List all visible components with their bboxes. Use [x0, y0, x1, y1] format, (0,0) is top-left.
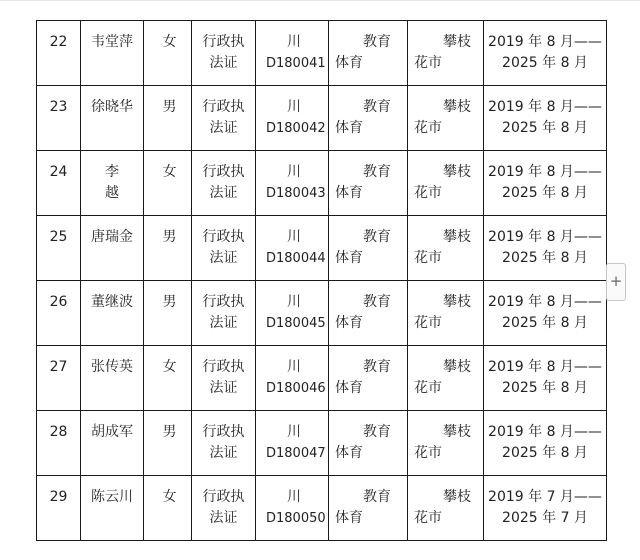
cert-type-line2: 法证: [209, 445, 238, 461]
unit-line2: 体育: [335, 445, 363, 461]
cert-type-cell: [192, 21, 256, 86]
cert-number-cell: [256, 281, 329, 346]
name-cell: [81, 281, 144, 346]
cert-prefix: 川: [287, 294, 301, 310]
table-row: [37, 476, 607, 541]
cert-type-line2: 法证: [209, 55, 238, 71]
index-cell: [37, 216, 81, 281]
area-line2: 花市: [414, 510, 442, 526]
area-cell: [408, 151, 484, 216]
person-name: 韦堂萍: [91, 34, 133, 50]
cert-prefix: 川: [287, 164, 301, 180]
validity-end: 2025 年 8 月: [502, 55, 588, 71]
name-cell: [81, 346, 144, 411]
unit-line1: 教育: [363, 229, 391, 245]
index-cell: [37, 476, 81, 541]
unit-cell: [329, 151, 408, 216]
table-row: [37, 346, 607, 411]
gender: 女: [162, 489, 177, 505]
row-number: 23: [49, 99, 68, 115]
person-name: 唐瑞金: [91, 229, 133, 245]
unit-cell: [329, 21, 408, 86]
index-cell: [37, 346, 81, 411]
area-line2: 花市: [414, 380, 442, 396]
validity-cell: [484, 86, 607, 151]
cert-type-cell: [192, 281, 256, 346]
cert-type-line1: 行政执: [202, 359, 245, 375]
index-cell: [37, 151, 81, 216]
area-cell: [408, 281, 484, 346]
add-row-button[interactable]: [606, 263, 626, 301]
validity-cell: [484, 411, 607, 476]
unit-line2: 体育: [335, 510, 363, 526]
unit-cell: [329, 411, 408, 476]
cert-number: D180044: [266, 251, 326, 266]
cert-prefix: 川: [287, 229, 301, 245]
area-cell: [408, 21, 484, 86]
cert-type-line1: 行政执: [202, 229, 245, 245]
cert-type-line2: 法证: [209, 315, 238, 331]
unit-line2: 体育: [335, 120, 363, 136]
validity-start: 2019 年 8 月——: [488, 99, 602, 115]
validity-start: 2019 年 8 月——: [488, 34, 602, 50]
unit-cell: [329, 86, 408, 151]
row-number: 24: [49, 164, 68, 180]
name-cell: [81, 216, 144, 281]
cert-type-cell: [192, 346, 256, 411]
area-line2: 花市: [414, 120, 442, 136]
unit-line1: 教育: [363, 359, 391, 375]
cert-type-line1: 行政执: [202, 294, 245, 310]
unit-line2: 体育: [335, 380, 363, 396]
cert-number-cell: [256, 216, 329, 281]
name-cell: [81, 411, 144, 476]
certificate-table: [36, 20, 607, 541]
index-cell: [37, 21, 81, 86]
unit-line1: 教育: [363, 164, 391, 180]
cert-type-line2: 法证: [209, 185, 238, 201]
unit-line2: 体育: [335, 55, 363, 71]
row-number: 28: [49, 424, 68, 440]
cert-type-cell: [192, 216, 256, 281]
cert-number-cell: [256, 86, 329, 151]
cert-number-cell: [256, 21, 329, 86]
gender: 女: [162, 359, 177, 375]
cert-number: D180046: [266, 381, 326, 396]
unit-cell: [329, 281, 408, 346]
validity-cell: [484, 216, 607, 281]
cert-type-cell: [192, 151, 256, 216]
name-cell: [81, 86, 144, 151]
validity-end: 2025 年 8 月: [502, 185, 588, 201]
cert-number-cell: [256, 151, 329, 216]
validity-start: 2019 年 8 月——: [488, 424, 602, 440]
index-cell: [37, 281, 81, 346]
unit-line1: 教育: [363, 294, 391, 310]
person-name: 陈云川: [91, 489, 133, 505]
gender-cell: [144, 281, 192, 346]
table-row: [37, 21, 607, 86]
gender-cell: [144, 216, 192, 281]
area-line2: 花市: [414, 185, 442, 201]
area-line1: 攀枝: [443, 424, 471, 440]
unit-line1: 教育: [363, 34, 391, 50]
gender: 男: [162, 294, 177, 310]
cert-prefix: 川: [287, 99, 301, 115]
validity-cell: [484, 281, 607, 346]
unit-line1: 教育: [363, 424, 391, 440]
validity-end: 2025 年 8 月: [502, 250, 588, 266]
validity-start: 2019 年 8 月——: [488, 164, 602, 180]
gender: 男: [162, 99, 177, 115]
cert-number: D180045: [266, 316, 326, 331]
cert-type-line1: 行政执: [202, 489, 245, 505]
name-cell: [81, 21, 144, 86]
validity-cell: [484, 346, 607, 411]
area-line1: 攀枝: [443, 359, 471, 375]
unit-line2: 体育: [335, 185, 363, 201]
cert-type-cell: [192, 476, 256, 541]
cert-type-line2: 法证: [209, 250, 238, 266]
index-cell: [37, 86, 81, 151]
plus-icon: +: [609, 272, 623, 290]
validity-end: 2025 年 8 月: [502, 315, 588, 331]
page-top-border: [0, 0, 640, 1]
cert-number-cell: [256, 476, 329, 541]
unit-line1: 教育: [363, 99, 391, 115]
validity-start: 2019 年 8 月——: [488, 359, 602, 375]
area-line2: 花市: [414, 55, 442, 71]
table-row: [37, 411, 607, 476]
validity-cell: [484, 21, 607, 86]
name-cell: [81, 151, 144, 216]
unit-cell: [329, 216, 408, 281]
table-row: [37, 281, 607, 346]
gender: 女: [162, 164, 177, 180]
area-line1: 攀枝: [443, 99, 471, 115]
name-cell: [81, 476, 144, 541]
table-row: [37, 86, 607, 151]
area-line2: 花市: [414, 445, 442, 461]
validity-end: 2025 年 8 月: [502, 445, 588, 461]
unit-line2: 体育: [335, 315, 363, 331]
person-name: 胡成军: [91, 424, 133, 440]
row-number: 25: [49, 229, 68, 245]
gender-cell: [144, 411, 192, 476]
person-name: 徐晓华: [91, 99, 133, 115]
index-cell: [37, 411, 81, 476]
area-line1: 攀枝: [443, 34, 471, 50]
area-line2: 花市: [414, 315, 442, 331]
validity-start: 2019 年 8 月——: [488, 229, 602, 245]
table-row: [37, 151, 607, 216]
area-cell: [408, 216, 484, 281]
gender-cell: [144, 476, 192, 541]
area-line1: 攀枝: [443, 229, 471, 245]
gender-cell: [144, 346, 192, 411]
cert-prefix: 川: [287, 34, 301, 50]
cert-number-cell: [256, 346, 329, 411]
table-row: [37, 216, 607, 281]
cert-type-cell: [192, 86, 256, 151]
cert-number-cell: [256, 411, 329, 476]
gender: 男: [162, 229, 177, 245]
person-name: 董继波: [91, 294, 133, 310]
cert-prefix: 川: [287, 359, 301, 375]
validity-cell: [484, 151, 607, 216]
cert-type-line1: 行政执: [202, 424, 245, 440]
cert-prefix: 川: [287, 424, 301, 440]
area-line1: 攀枝: [443, 294, 471, 310]
unit-cell: [329, 346, 408, 411]
cert-type-line2: 法证: [209, 120, 238, 136]
row-number: 29: [49, 489, 68, 505]
gender-cell: [144, 21, 192, 86]
unit-line2: 体育: [335, 250, 363, 266]
validity-end: 2025 年 8 月: [502, 120, 588, 136]
unit-cell: [329, 476, 408, 541]
area-cell: [408, 411, 484, 476]
row-number: 26: [49, 294, 68, 310]
cert-type-line1: 行政执: [202, 99, 245, 115]
gender-cell: [144, 86, 192, 151]
cert-number: D180047: [266, 446, 326, 461]
area-cell: [408, 346, 484, 411]
cert-number: D180050: [266, 511, 326, 526]
cert-number: D180041: [266, 56, 326, 71]
cert-type-line2: 法证: [209, 380, 238, 396]
cert-type-line1: 行政执: [202, 164, 245, 180]
area-line1: 攀枝: [443, 489, 471, 505]
gender: 女: [162, 34, 177, 50]
person-name: 张传英: [91, 359, 133, 375]
validity-start: 2019 年 8 月——: [488, 294, 602, 310]
validity-start: 2019 年 7 月——: [488, 489, 602, 505]
person-name: 李越: [105, 164, 136, 201]
area-cell: [408, 476, 484, 541]
cert-type-cell: [192, 411, 256, 476]
area-line1: 攀枝: [443, 164, 471, 180]
row-number: 27: [49, 359, 68, 375]
gender-cell: [144, 151, 192, 216]
cert-number: D180042: [266, 121, 326, 136]
cert-number: D180043: [266, 186, 326, 201]
cert-type-line2: 法证: [209, 510, 238, 526]
row-number: 22: [49, 34, 68, 50]
unit-line1: 教育: [363, 489, 391, 505]
cert-type-line1: 行政执: [202, 34, 245, 50]
validity-end: 2025 年 8 月: [502, 380, 588, 396]
area-cell: [408, 86, 484, 151]
cert-prefix: 川: [287, 489, 301, 505]
validity-end: 2025 年 7 月: [502, 510, 588, 526]
area-line2: 花市: [414, 250, 442, 266]
gender: 男: [162, 424, 177, 440]
validity-cell: [484, 476, 607, 541]
